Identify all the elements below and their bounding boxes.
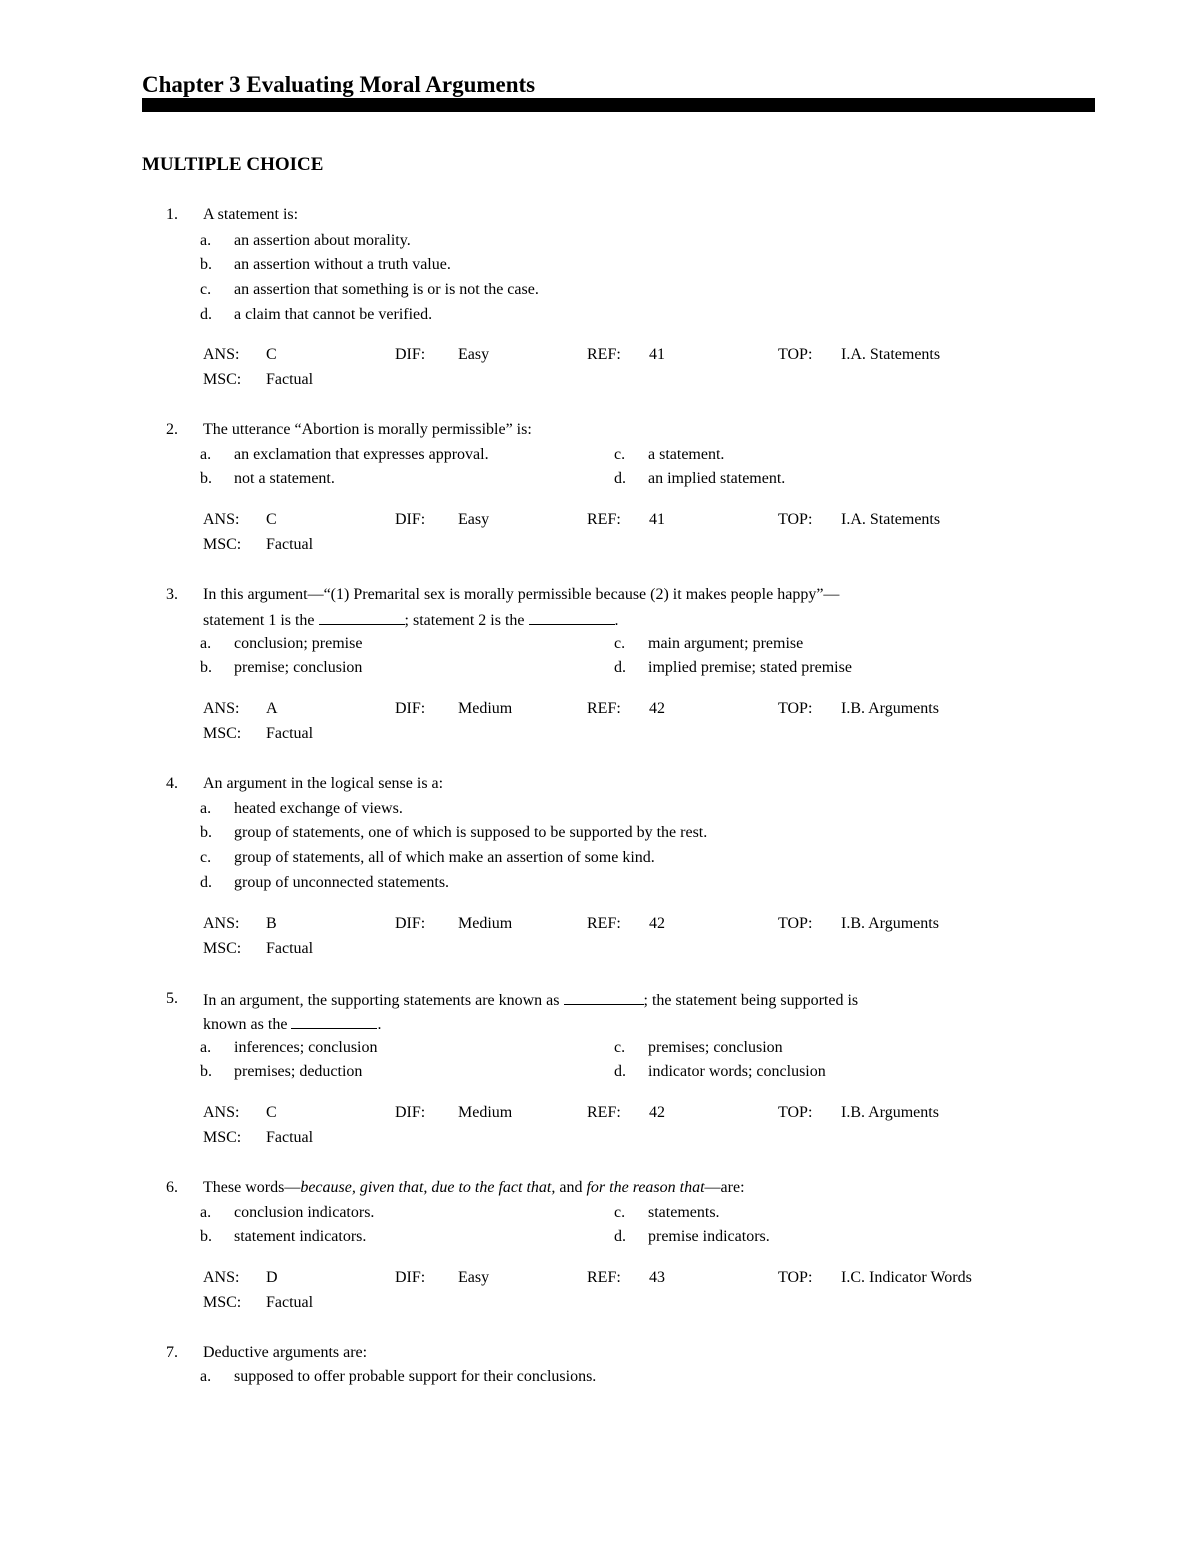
dif-value: Medium <box>458 700 513 717</box>
question-stem: The utterance “Abortion is morally permissible” is: <box>203 421 532 438</box>
option-text: indicator words; conclusion <box>648 1063 826 1080</box>
stem-text: known as the <box>203 1016 292 1033</box>
stem-text: statement 1 is the <box>203 612 319 629</box>
stem-text: . <box>614 612 619 629</box>
option-text: group of statements, all of which make an assertion of some kind. <box>234 849 655 866</box>
msc-value: Factual <box>266 1294 314 1311</box>
answer-blank <box>529 606 615 625</box>
question-stem: In this argument—“(1) Premarital sex is morally permissible because (2) it makes people happy”— <box>203 586 840 603</box>
top-label: TOP: <box>778 511 813 528</box>
ref-value: 42 <box>649 700 665 717</box>
option-letter: b. <box>200 1063 212 1080</box>
stem-text: These words— <box>203 1179 301 1196</box>
option-letter: d. <box>614 1063 626 1080</box>
option-letter: b. <box>200 659 212 676</box>
question-stem <box>203 1175 745 1200</box>
option-text: heated exchange of views. <box>234 800 403 817</box>
option-text: implied premise; stated premise <box>648 659 852 676</box>
option-text: conclusion indicators. <box>234 1204 375 1221</box>
top-label: TOP: <box>778 346 813 363</box>
question-stem: Deductive arguments are: <box>203 1344 368 1361</box>
option-text: not a statement. <box>234 470 335 487</box>
option-text: a claim that cannot be verified. <box>234 306 433 323</box>
msc-label: MSC: <box>203 536 242 553</box>
ref-value: 43 <box>649 1269 665 1286</box>
ans-label: ANS: <box>203 700 240 717</box>
answer-blank <box>564 986 644 1005</box>
msc-label: MSC: <box>203 940 242 957</box>
option-text: main argument; premise <box>648 635 804 652</box>
stem-text: and <box>555 1179 587 1196</box>
option-letter: a. <box>200 232 212 249</box>
ref-label: REF: <box>587 700 621 717</box>
ans-value: C <box>266 346 277 363</box>
question-number: 3. <box>166 586 178 603</box>
msc-label: MSC: <box>203 371 242 388</box>
ref-value: 42 <box>649 1104 665 1121</box>
ref-label: REF: <box>587 1269 621 1286</box>
question-number: 4. <box>166 775 178 792</box>
option-letter: b. <box>200 470 212 487</box>
option-letter: c. <box>614 1039 626 1056</box>
option-text: group of statements, one of which is supposed to be supported by the rest. <box>234 824 708 841</box>
top-label: TOP: <box>778 915 813 932</box>
question-stem: A statement is: <box>203 206 299 223</box>
ref-value: 41 <box>649 346 665 363</box>
stem-text: In an argument, the supporting statements are known as <box>203 992 564 1009</box>
ans-value: C <box>266 1104 277 1121</box>
option-letter: a. <box>200 446 212 463</box>
ref-value: 42 <box>649 915 665 932</box>
answer-blank <box>319 606 405 625</box>
option-letter: a. <box>200 635 212 652</box>
option-letter: d. <box>200 874 212 891</box>
question-number: 1. <box>166 206 178 223</box>
section-heading: MULTIPLE CHOICE <box>142 154 324 175</box>
ref-value: 41 <box>649 511 665 528</box>
option-letter: a. <box>200 1204 212 1221</box>
ans-value: A <box>266 700 278 717</box>
option-text: statements. <box>648 1204 720 1221</box>
msc-value: Factual <box>266 940 314 957</box>
option-text: premise indicators. <box>648 1228 770 1245</box>
option-text: an assertion that something is or is not the case. <box>234 281 539 298</box>
option-text: an implied statement. <box>648 470 786 487</box>
ans-label: ANS: <box>203 915 240 932</box>
msc-value: Factual <box>266 725 314 742</box>
ref-label: REF: <box>587 346 621 363</box>
option-letter: c. <box>614 446 626 463</box>
msc-value: Factual <box>266 536 314 553</box>
msc-label: MSC: <box>203 725 242 742</box>
option-letter: d. <box>614 1228 626 1245</box>
dif-value: Easy <box>458 1269 490 1286</box>
ans-label: ANS: <box>203 1269 240 1286</box>
dif-value: Medium <box>458 1104 513 1121</box>
dif-label: DIF: <box>395 511 426 528</box>
option-text: a statement. <box>648 446 725 463</box>
option-text: an assertion without a truth value. <box>234 256 451 273</box>
question-stem-continued <box>203 1010 381 1035</box>
dif-label: DIF: <box>395 915 426 932</box>
option-letter: c. <box>200 281 212 298</box>
top-value: I.C. Indicator Words <box>841 1269 972 1286</box>
option-letter: a. <box>200 1368 212 1385</box>
title-rule <box>142 98 1095 112</box>
stem-italic-text: for the reason that <box>586 1179 705 1196</box>
option-letter: b. <box>200 824 212 841</box>
top-label: TOP: <box>778 1269 813 1286</box>
option-letter: b. <box>200 1228 212 1245</box>
option-letter: d. <box>200 306 212 323</box>
question-number: 7. <box>166 1344 178 1361</box>
msc-value: Factual <box>266 371 314 388</box>
option-letter: b. <box>200 256 212 273</box>
dif-label: DIF: <box>395 1104 426 1121</box>
option-text: inferences; conclusion <box>234 1039 378 1056</box>
stem-italic-text: because, given that, due to the fact that, <box>300 1179 556 1196</box>
ans-label: ANS: <box>203 511 240 528</box>
question-stem: An argument in the logical sense is a: <box>203 775 444 792</box>
question-number: 6. <box>166 1179 178 1196</box>
top-label: TOP: <box>778 700 813 717</box>
stem-text: ; statement 2 is the <box>404 612 529 629</box>
msc-value: Factual <box>266 1129 314 1146</box>
top-value: I.B. Arguments <box>841 915 939 932</box>
option-text: premise; conclusion <box>234 659 363 676</box>
question-number: 5. <box>166 990 178 1007</box>
dif-label: DIF: <box>395 1269 426 1286</box>
ref-label: REF: <box>587 511 621 528</box>
option-text: conclusion; premise <box>234 635 363 652</box>
top-value: I.B. Arguments <box>841 700 939 717</box>
option-text: an assertion about morality. <box>234 232 411 249</box>
option-letter: d. <box>614 659 626 676</box>
ans-label: ANS: <box>203 346 240 363</box>
option-text: premises; deduction <box>234 1063 363 1080</box>
ans-value: B <box>266 915 277 932</box>
top-label: TOP: <box>778 1104 813 1121</box>
dif-label: DIF: <box>395 700 426 717</box>
ref-label: REF: <box>587 1104 621 1121</box>
option-text: premises; conclusion <box>648 1039 783 1056</box>
top-value: I.B. Arguments <box>841 1104 939 1121</box>
stem-text: ; the statement being supported is <box>643 992 859 1009</box>
option-letter: c. <box>614 635 626 652</box>
dif-value: Easy <box>458 511 490 528</box>
page-title: Chapter 3 Evaluating Moral Arguments <box>142 72 536 97</box>
option-letter: a. <box>200 1039 212 1056</box>
ans-label: ANS: <box>203 1104 240 1121</box>
msc-label: MSC: <box>203 1294 242 1311</box>
option-letter: c. <box>614 1204 626 1221</box>
dif-value: Easy <box>458 346 490 363</box>
top-value: I.A. Statements <box>841 346 941 363</box>
dif-value: Medium <box>458 915 513 932</box>
question-stem <box>203 986 858 1011</box>
option-text: group of unconnected statements. <box>234 874 450 891</box>
question-number: 2. <box>166 421 178 438</box>
dif-label: DIF: <box>395 346 426 363</box>
ref-label: REF: <box>587 915 621 932</box>
top-value: I.A. Statements <box>841 511 941 528</box>
option-letter: d. <box>614 470 626 487</box>
ans-value: D <box>266 1269 278 1286</box>
option-text: an exclamation that expresses approval. <box>234 446 489 463</box>
stem-text: . <box>377 1016 382 1033</box>
answer-blank <box>291 1010 377 1029</box>
option-letter: c. <box>200 849 212 866</box>
stem-text: —are: <box>704 1179 745 1196</box>
option-text: statement indicators. <box>234 1228 367 1245</box>
ans-value: C <box>266 511 277 528</box>
option-text: supposed to offer probable support for their conclusions. <box>234 1368 597 1385</box>
msc-label: MSC: <box>203 1129 242 1146</box>
question-stem-continued <box>203 606 619 631</box>
option-letter: a. <box>200 800 212 817</box>
